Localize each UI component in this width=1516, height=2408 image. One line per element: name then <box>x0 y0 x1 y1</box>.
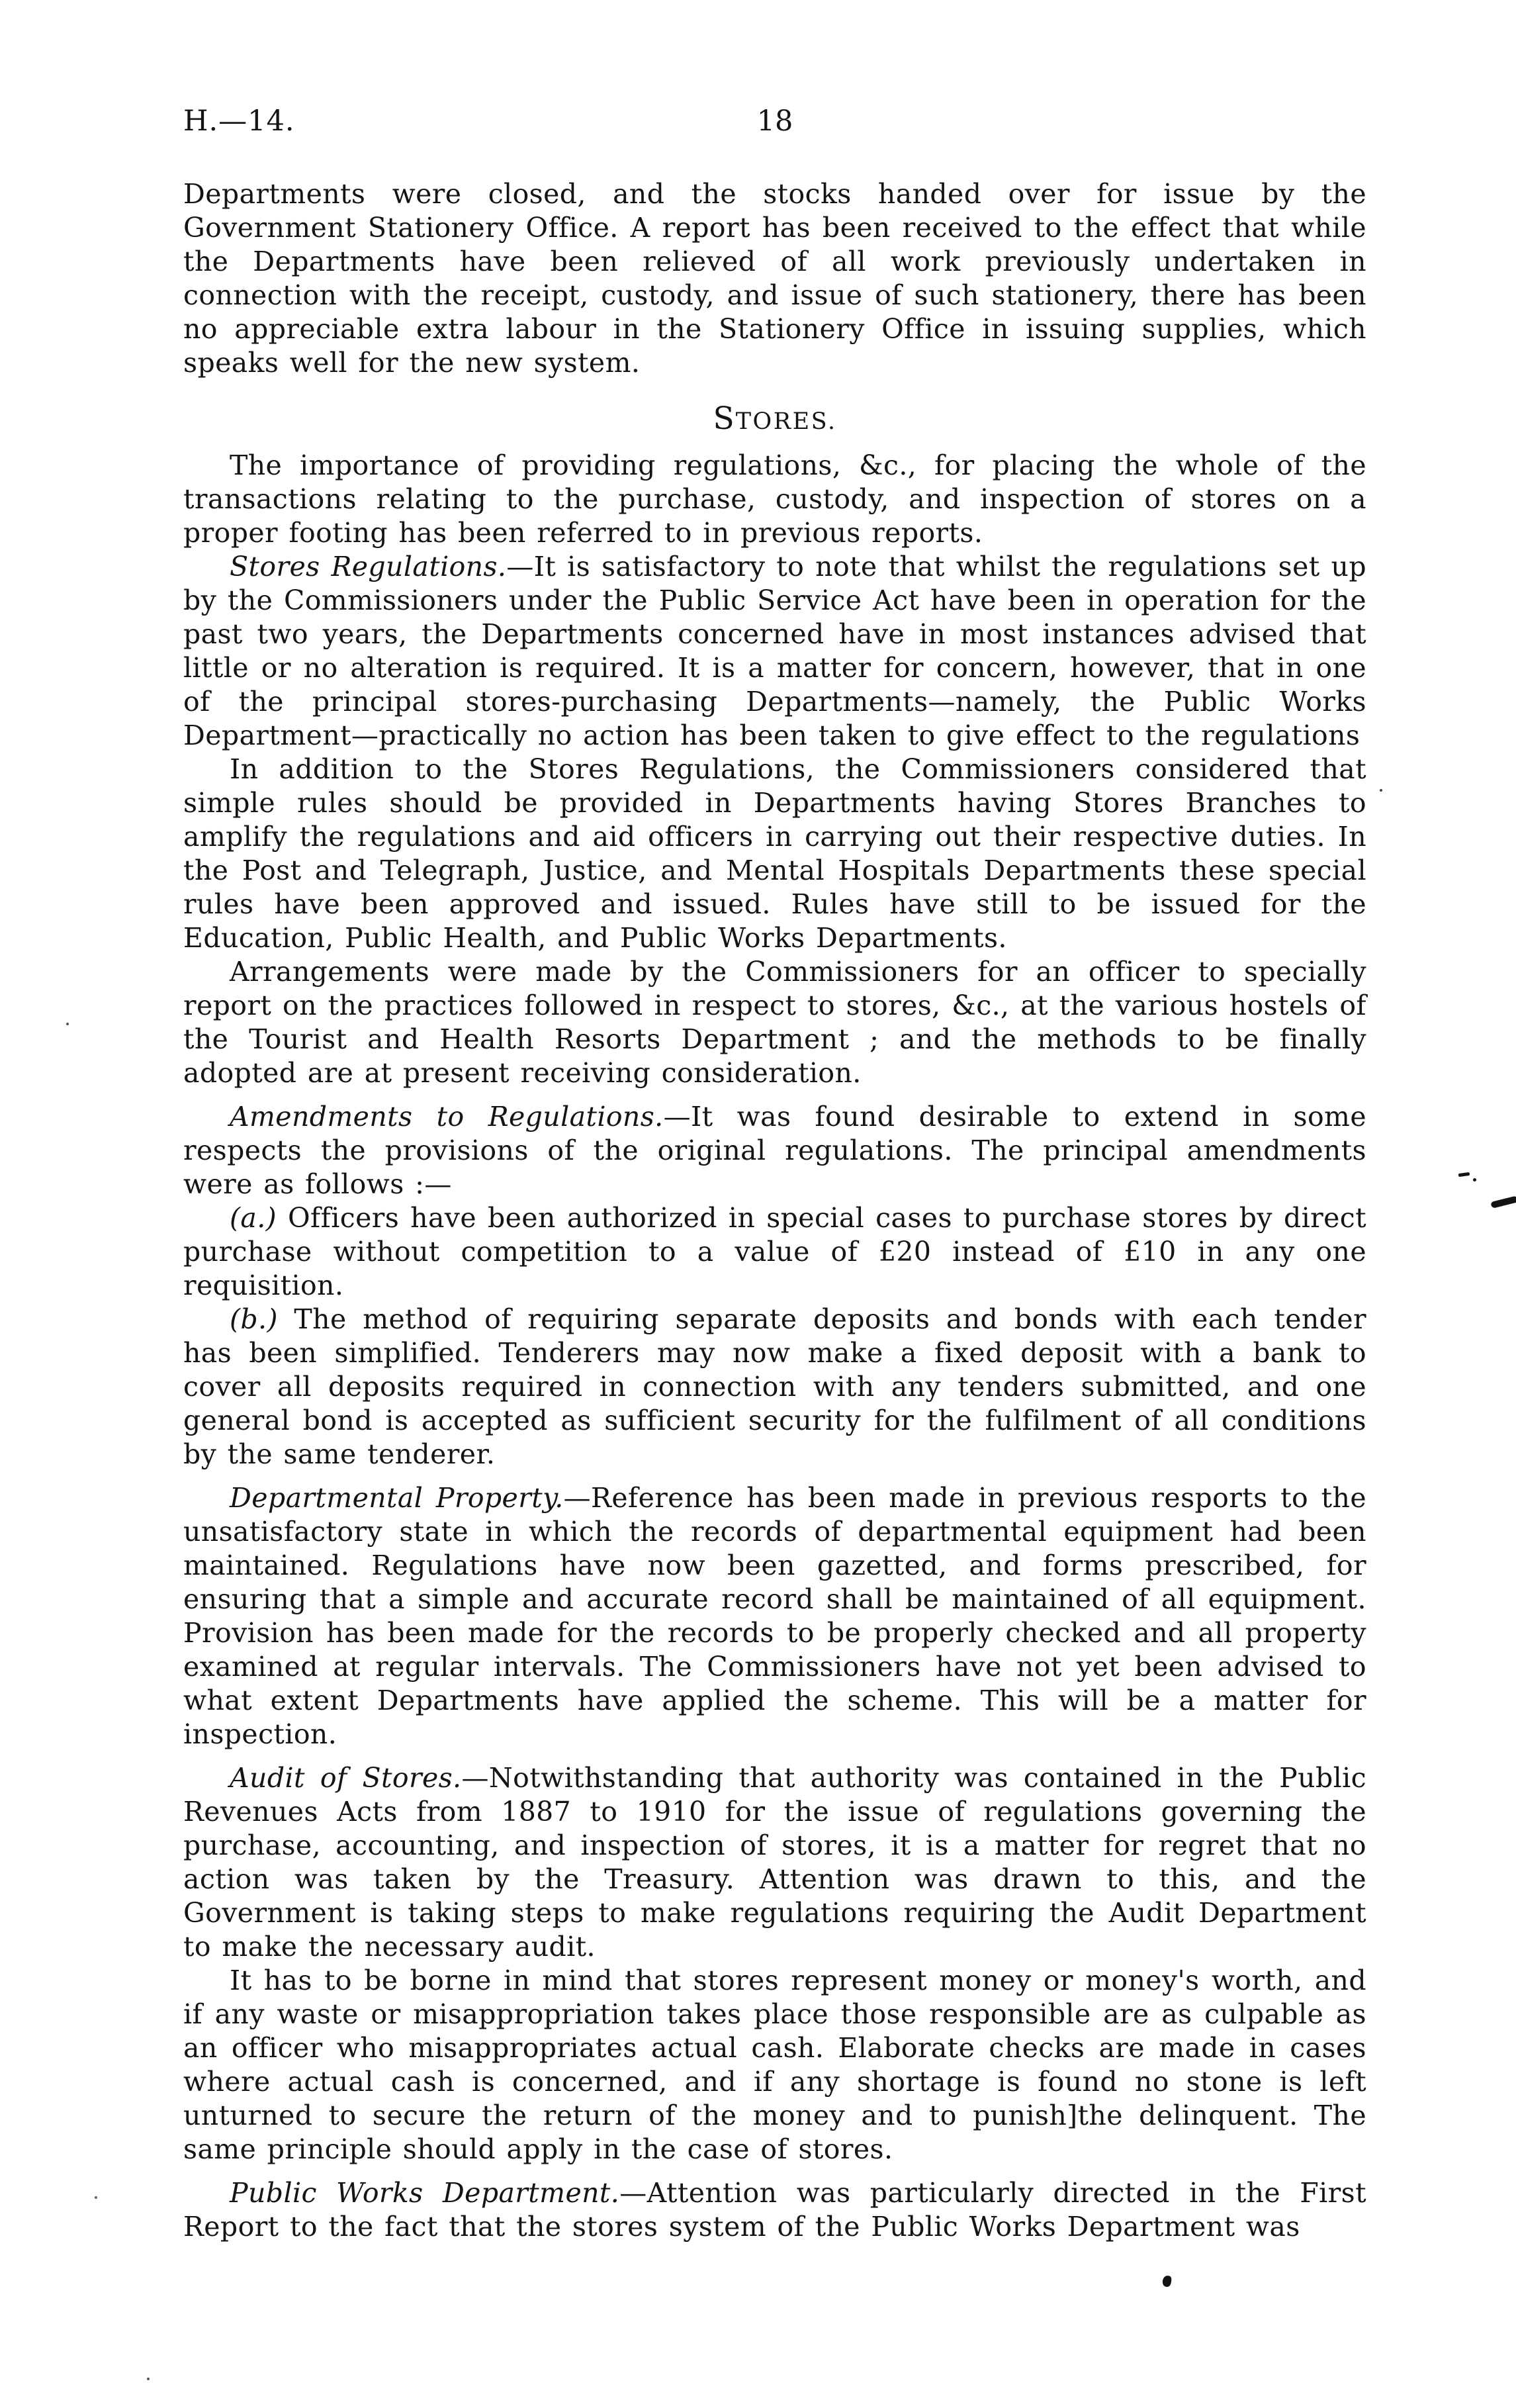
scan-artifact-speck <box>147 2378 150 2380</box>
paragraph-text: Arrangements were made by the Commissioners for an officer to specially report on the practices followed in respect to stores, &c., at the various hostels of the Tourist and Health Resorts Department ; and the methods to be finally adopted are at present receiving consideration. <box>183 956 1366 1089</box>
paragraph <box>183 1481 1366 1751</box>
scan-artifact-pen-dash <box>1458 1172 1470 1177</box>
paragraph <box>183 177 1366 380</box>
paragraph-text: Departments were closed, and the stocks handed over for issue by the Government Stationery Office. A report has been received to the effect that while the Departments have been relieved of all work previously undertaken in connection with the receipt, custody, and issue of such stationery, there has been no appreciable extra labour in the Stationery Office in issuing supplies, which speaks well for the new system. <box>183 178 1366 379</box>
paragraph <box>183 753 1366 955</box>
paragraph-lead: (b.) <box>230 1303 278 1335</box>
scan-artifact-pen-flick <box>1490 1195 1516 1209</box>
paragraph-lead: Departmental Property. <box>230 1482 564 1514</box>
paragraph-lead: Audit of Stores. <box>230 1762 462 1794</box>
paragraph <box>183 1761 1366 1964</box>
scan-artifact-ink-blob <box>1162 2275 1172 2288</box>
paragraph <box>183 1201 1366 1303</box>
section-heading-rest: TORES. <box>735 408 837 435</box>
page-number: 18 <box>756 105 793 138</box>
paragraph-lead: Public Works Department. <box>230 2177 620 2209</box>
paragraph-text: —It was found desirable to extend in some respects the provisions of the original regulations. The principal amendments were as follows :— <box>183 1101 1367 1200</box>
paragraph-text: —Reference has been made in previous resports to the unsatisfactory state in which the records of departmental equipment had been maintained. Regulations have now been gazetted, and forms prescribed, for ensuring that a simple and accurate record shall be maintained of all equipment. Provision has been made for the records to be properly checked and all property examined at regular intervals. The Commissioners have not yet been advised to what extent Departments have applied the scheme. This will be a matter for inspection. <box>183 1482 1366 1750</box>
scan-artifact-pen-dot <box>1473 1178 1476 1181</box>
paragraph-text: —Attention was particularly directed in the First Report to the fact that the stores system of the Public Works Department was <box>183 2177 1367 2243</box>
paragraph-text: It has to be borne in mind that stores represent money or money's worth, and if any waste or misappropriation takes place those responsible are as culpable as an officer who misappropriates actual cash. Elaborate checks are made in cases where actual cash is concerned, and if any shortage is found no stone is left unturned to secure the return of the money and to punish]the delinquent. The same principle should apply in the case of stores. <box>183 1965 1366 2165</box>
paragraph <box>183 1100 1366 1201</box>
paragraph <box>183 550 1366 753</box>
section-heading <box>183 398 1366 439</box>
paragraph-text: In addition to the Stores Regulations, the Commissioners considered that simple rules should be provided in Departments having Stores Branches to amplify the regulations and aid officers in carrying out their respective duties. In the Post and Telegraph, Justice, and Mental Hospitals Departments these special rules have been approved and issued. Rules have still to be issued for the Education, Public Health, and Public Works Departments. <box>183 753 1366 954</box>
paragraph-lead: (a.) <box>230 1202 277 1234</box>
paragraph <box>183 2176 1366 2244</box>
paragraph-lead: Stores Regulations. <box>230 551 507 582</box>
section-heading-initial: S <box>713 400 736 437</box>
document-reference: H.—14. <box>183 105 295 138</box>
scan-artifact-speck <box>95 2196 97 2199</box>
page-header <box>183 103 1366 143</box>
paragraph <box>183 1964 1366 2166</box>
paragraph <box>183 449 1366 550</box>
paragraph <box>183 1303 1366 1471</box>
paragraph-text: Officers have been authorized in special cases to purchase stores by direct purchase without competition to a value of £20 instead of £10 in any one requisition. <box>183 1202 1366 1301</box>
scan-artifact-speck <box>1380 789 1382 792</box>
paragraph-text: —Notwithstanding that authority was contained in the Public Revenues Acts from 1887 to 1910 for the issue of regulations governing the purchase, accounting, and inspection of stores, it is a matter for regret that no action was taken by the Treasury. Attention was drawn to this, and the Government is taking steps to make regulations requiring the Audit Department to make the necessary audit. <box>183 1762 1366 1963</box>
document-body <box>183 177 1366 2244</box>
paragraph <box>183 955 1366 1090</box>
paragraph-text: —It is satisfactory to note that whilst the regulations set up by the Commissioners under the Public Service Act have been in operation for the past two years, the Departments concerned have in most instances advised that little or no alteration is required. It is a matter for concern, however, that in one of the principal stores-purchasing Departments—namely, the Public Works Department—practically no action has been taken to give effect to the regulations <box>183 551 1366 751</box>
paragraph-lead: Amendments to Regulations. <box>230 1101 664 1133</box>
paragraph-text: The method of requiring separate deposits and bonds with each tender has been simplified. Tenderers may now make a fixed deposit with a bank to cover all deposits required in connection with any tenders submitted, and one general bond is accepted as sufficient security for the fulfilment of all conditions by the same tenderer. <box>183 1303 1366 1470</box>
scan-artifact-speck <box>66 1023 69 1025</box>
paragraph-text: The importance of providing regulations, &c., for placing the whole of the transactions relating to the purchase, custody, and inspection of stores on a proper footing has been referred to in previous reports. <box>183 449 1366 549</box>
